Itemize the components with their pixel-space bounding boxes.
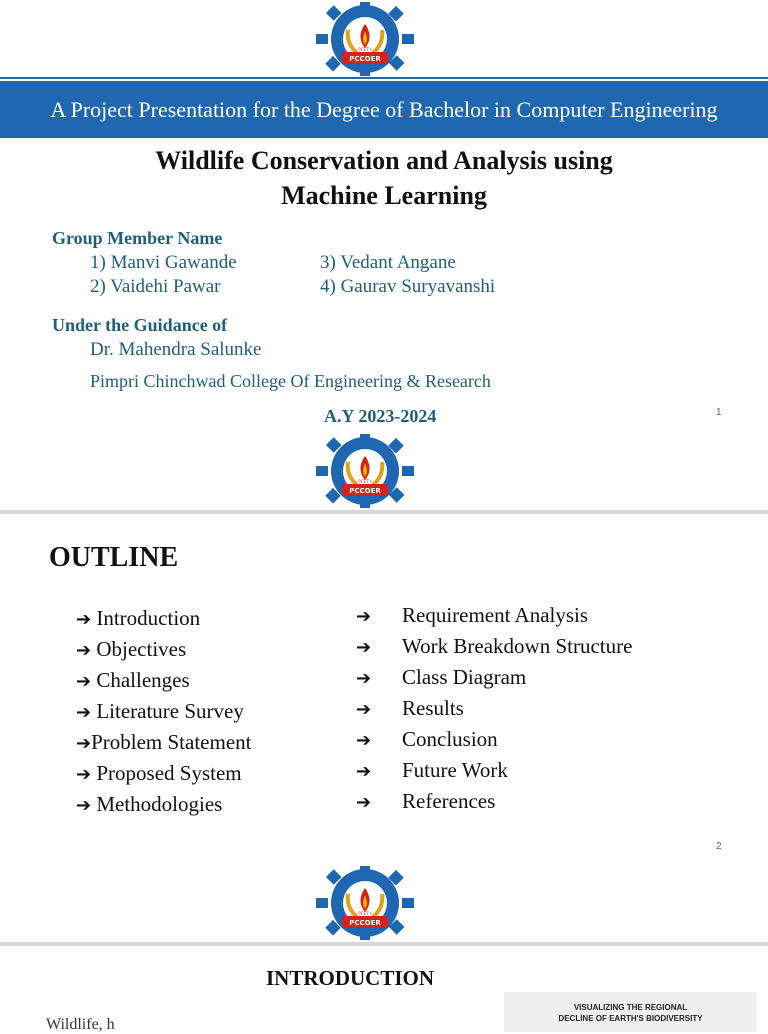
top-divider	[0, 77, 768, 79]
outline-item: ➔ Class Diagram	[356, 665, 527, 689]
degree-banner: A Project Presentation for the Degree of Bachelor in Computer Engineering	[0, 81, 768, 138]
arrow-icon: ➔	[356, 699, 372, 720]
outline-item: ➔ Future Work	[356, 758, 508, 782]
arrow-icon: ➔	[356, 637, 372, 658]
outline-heading: OUTLINE	[49, 542, 179, 573]
arrow-icon: ➔	[76, 795, 92, 816]
arrow-icon: ➔	[76, 733, 92, 754]
introduction-heading: INTRODUCTION	[266, 966, 435, 990]
arrow-icon: ➔	[76, 702, 92, 723]
group-member-label: Group Member Name	[52, 228, 223, 248]
page-number: 1	[716, 407, 722, 418]
arrow-icon: ➔	[76, 671, 92, 692]
arrow-icon: ➔	[356, 668, 372, 689]
intro-paragraph-fragment: Wildlife, h	[46, 1016, 115, 1033]
outline-item: ➔ Methodologies	[76, 792, 223, 816]
arrow-icon: ➔	[356, 606, 372, 627]
guidance-label: Under the Guidance of	[52, 315, 228, 335]
infographic-caption-line2: DECLINE OF EARTH'S BIODIVERSITY	[558, 1014, 703, 1023]
slide-2	[0, 514, 768, 942]
outline-item: ➔ Introduction	[76, 606, 201, 630]
biodiversity-infographic	[504, 992, 757, 1032]
college-name: Pimpri Chinchwad College Of Engineering & Research	[90, 371, 491, 391]
outline-item: ➔ Literature Survey	[76, 699, 244, 723]
page-number: 2	[716, 841, 722, 852]
arrow-icon: ➔	[76, 640, 92, 661]
outline-item: ➔ References	[356, 789, 496, 813]
member-3: 3) Vedant Angane	[320, 252, 456, 273]
outline-item: ➔ Objectives	[76, 637, 187, 661]
outline-item: ➔ Requirement Analysis	[356, 603, 589, 627]
arrow-icon: ➔	[356, 730, 372, 751]
infographic-caption-line1: VISUALIZING THE REGIONAL	[573, 1003, 688, 1012]
arrow-icon: ➔	[356, 761, 372, 782]
member-4: 4) Gaurav Suryavanshi	[320, 276, 496, 297]
academic-year: A.Y 2023-2024	[324, 406, 437, 426]
outline-item: ➔ Challenges	[76, 668, 190, 692]
outline-item: ➔ Proposed System	[76, 761, 242, 785]
member-1: 1) Manvi Gawande	[90, 252, 237, 273]
slide-1	[0, 0, 768, 510]
outline-item: ➔ Results	[356, 696, 464, 720]
arrow-icon: ➔	[356, 792, 372, 813]
outline-item: ➔Problem Statement	[76, 730, 252, 754]
project-title-line2: Machine Learning	[281, 181, 487, 210]
outline-item: ➔ Work Breakdown Structure	[356, 634, 633, 658]
slide-3	[0, 946, 768, 1033]
outline-item: ➔ Conclusion	[356, 727, 498, 751]
arrow-icon: ➔	[76, 764, 92, 785]
project-title-line1: Wildlife Conservation and Analysis using	[155, 146, 613, 175]
arrow-icon: ➔	[76, 609, 92, 630]
college-logo	[308, 0, 422, 78]
member-2: 2) Vaidehi Pawar	[90, 276, 221, 297]
college-logo-repeat	[308, 432, 422, 510]
college-logo	[308, 864, 422, 942]
guide-name: Dr. Mahendra Salunke	[90, 339, 262, 360]
